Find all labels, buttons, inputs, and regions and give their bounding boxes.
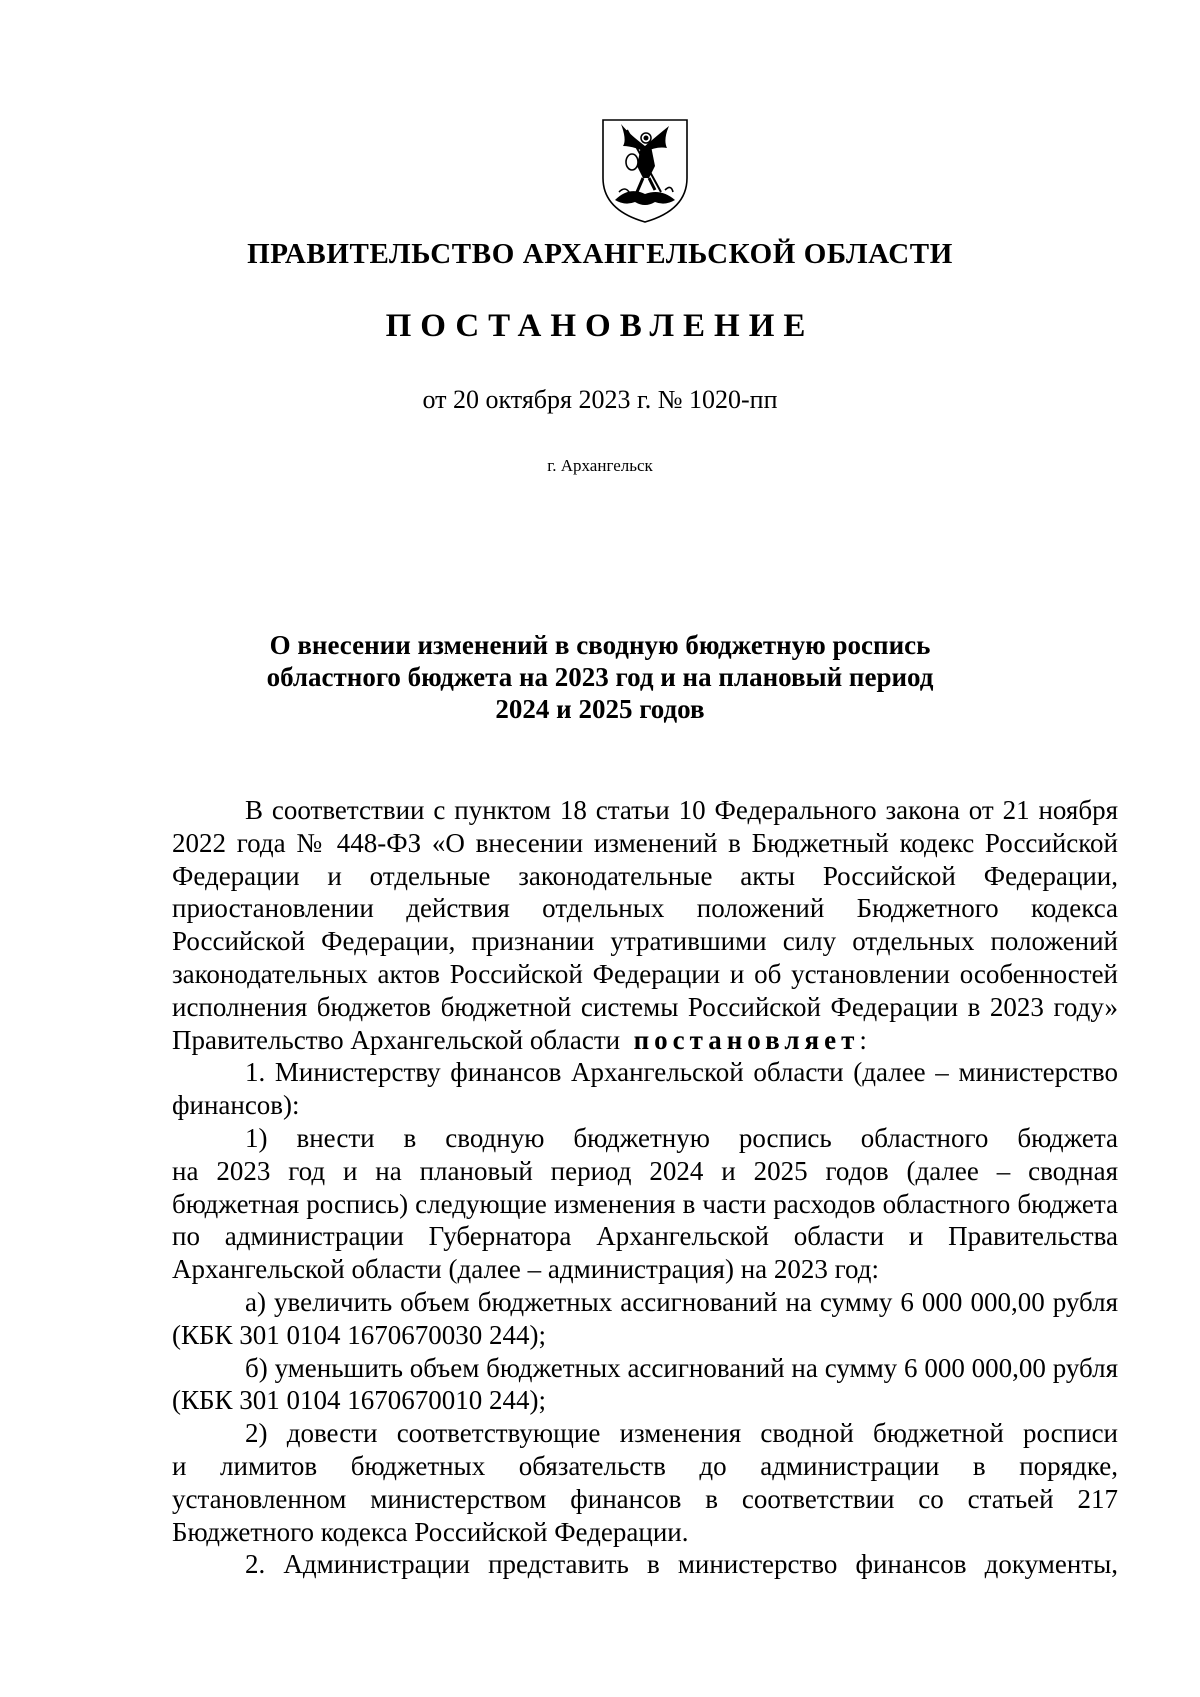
document-city: г. Архангельск <box>547 456 653 475</box>
body-line: бюджетная роспись) следующие изменения в части расходов областного бюджета <box>172 1188 1118 1219</box>
body-line: Архангельской области (далее – администрация) на 2023 год: <box>172 1254 879 1285</box>
body-line: финансов): <box>172 1090 300 1121</box>
decree-lead-text: Правительство Архангельской области <box>172 1024 621 1055</box>
body-line: а) увеличить объем бюджетных ассигнований на сумму 6 000 000,00 рубля <box>245 1286 1118 1317</box>
body-line: В соответствии с пунктом 18 статьи 10 Федерального закона от 21 ноября <box>245 795 1118 825</box>
body-line: 1. Министерству финансов Архангельской области (далее – министерство <box>245 1057 1118 1088</box>
body-line: Федерации и отдельные законодательные акты Российской Федерации, <box>172 860 1118 891</box>
body-line: Бюджетного кодекса Российской Федерации. <box>172 1516 689 1547</box>
body-line: 2. Администрации представить в министерство финансов документы, <box>245 1549 1118 1580</box>
body-line: (КБК 301 0104 1670670010 244); <box>172 1385 547 1416</box>
subject-line: 2024 и 2025 годов <box>495 694 705 724</box>
body-line: 1) внести в сводную бюджетную роспись областного бюджета <box>245 1122 1118 1153</box>
document-subject <box>200 629 1000 725</box>
body-line: по администрации Губернатора Архангельской области и Правительства <box>172 1221 1118 1252</box>
coat-of-arms-icon <box>599 116 691 226</box>
decree-word: постановляет <box>633 1024 860 1055</box>
body-line: 2022 года № 448-ФЗ «О внесении изменений в Бюджетный кодекс Российской <box>172 827 1118 858</box>
document-date-number: от 20 октября 2023 г. № 1020-пп <box>422 385 778 414</box>
body-line: приостановлении действия отдельных положений Бюджетного кодекса <box>172 893 1118 924</box>
body-line: и лимитов бюджетных обязательств до администрации в порядке, <box>172 1450 1118 1481</box>
body-line: Российской Федерации, признании утратившими силу отдельных положений <box>172 926 1118 957</box>
body-line-decree <box>172 1024 1118 1057</box>
body-line: исполнения бюджетов бюджетной системы Российской Федерации в 2023 году» <box>172 991 1118 1022</box>
body-line: на 2023 год и на плановый период 2024 и 2025 годов (далее – сводная <box>172 1155 1118 1186</box>
document-type: ПОСТАНОВЛЕНИЕ <box>385 308 815 344</box>
body-line: установленном министерством финансов в соответствии со статьей 217 <box>172 1483 1118 1514</box>
body-line: 2) довести соответствующие изменения сводной бюджетной росписи <box>245 1418 1118 1449</box>
subject-line: О внесении изменений в сводную бюджетную роспись <box>269 630 931 660</box>
body-line: законодательных актов Российской Федерации и об установлении особенностей <box>172 958 1118 989</box>
subject-line: областного бюджета на 2023 год и на плановый период <box>266 662 934 692</box>
decree-colon: : <box>859 1024 867 1055</box>
document-body <box>172 794 1118 1581</box>
organization-name: ПРАВИТЕЛЬСТВО АРХАНГЕЛЬСКОЙ ОБЛАСТИ <box>247 238 953 270</box>
body-line: (КБК 301 0104 1670670030 244); <box>172 1319 547 1350</box>
body-line: б) уменьшить объем бюджетных ассигнований на сумму 6 000 000,00 рубля <box>245 1352 1118 1383</box>
